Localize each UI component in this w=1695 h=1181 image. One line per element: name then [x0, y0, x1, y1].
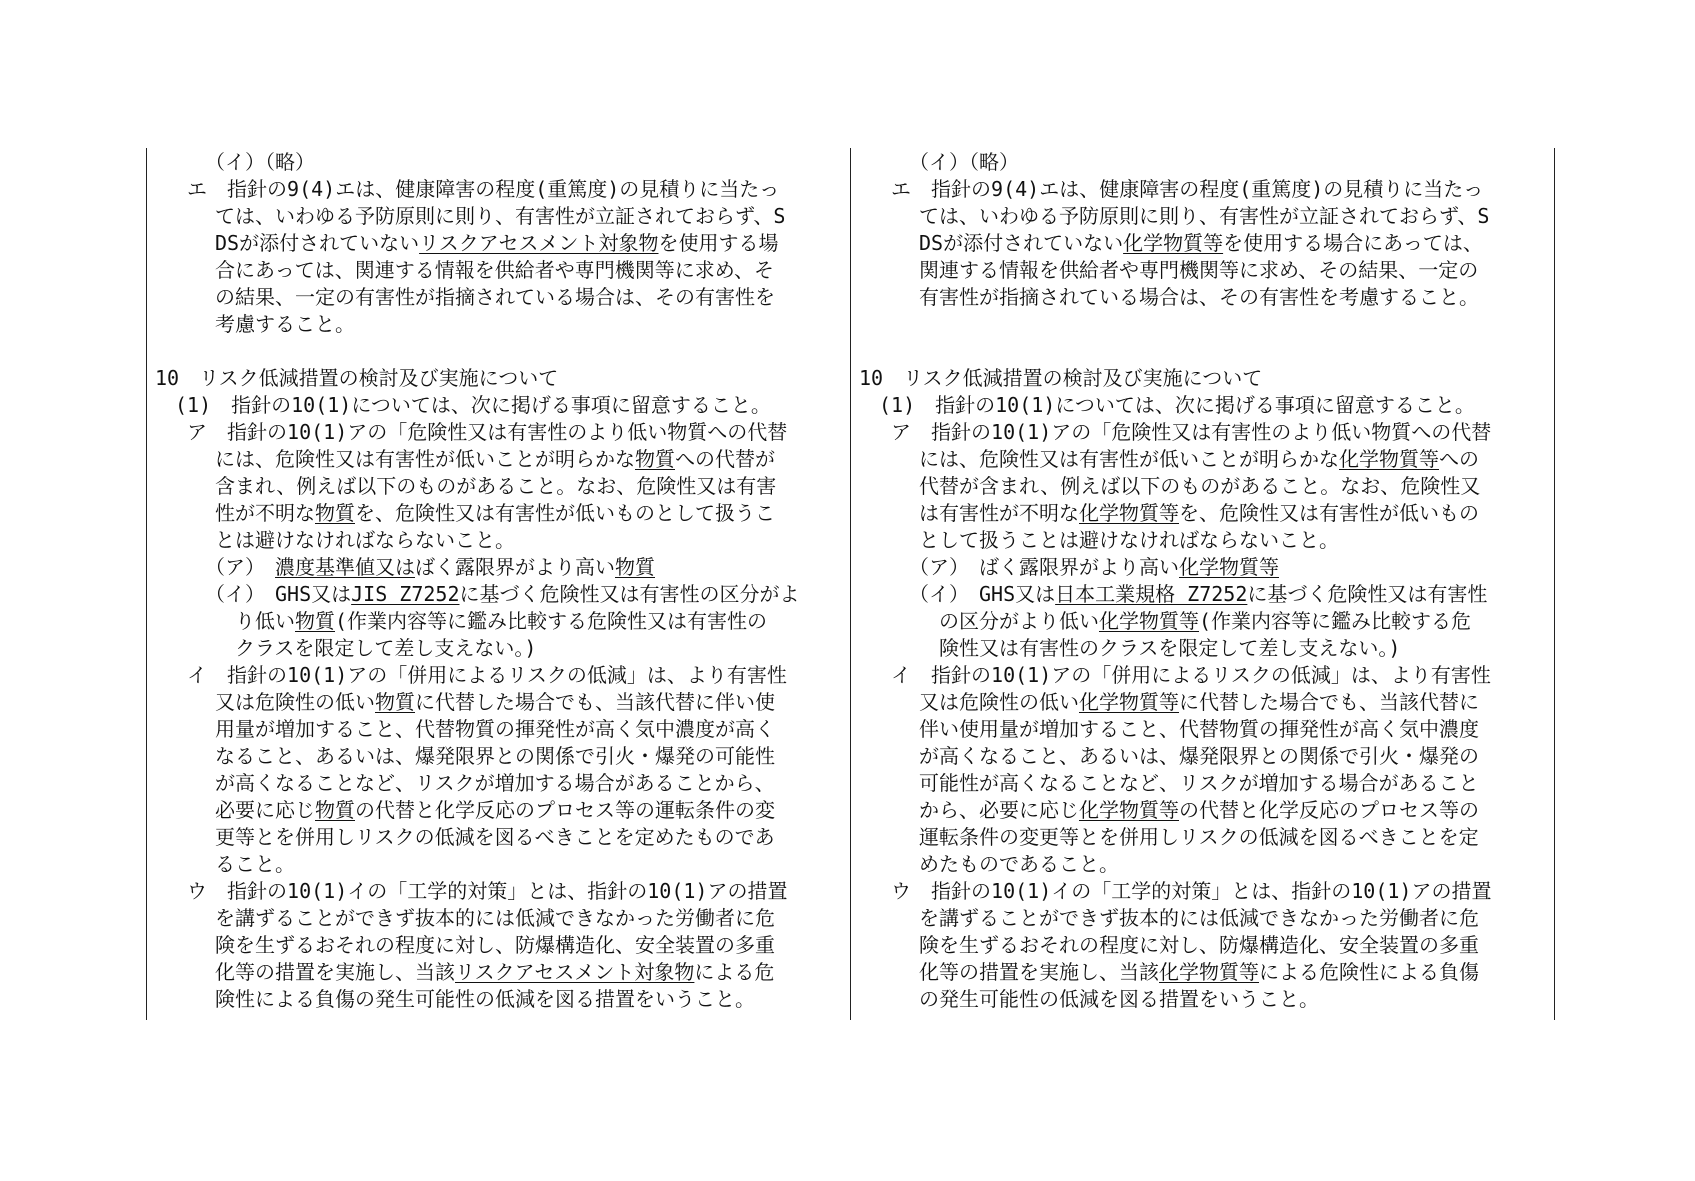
text-segment: 険性による負傷の発生可能性の低減を図る措置をいうこと。 [155, 987, 755, 1011]
text-line [155, 311, 837, 338]
amended-text: 化学物質等 [1159, 960, 1259, 984]
text-segment: 更等とを併用しリスクの低減を図るべきことを定めたものであ [155, 825, 775, 849]
amended-text: JIS Z7252 [351, 582, 460, 606]
text-segment: は有害性が不明な [859, 501, 1079, 525]
text-line [155, 770, 837, 797]
text-segment: による危険性による負傷 [1259, 960, 1479, 984]
text-line [859, 230, 1549, 257]
text-segment: イ 指針の10(1)アの「併用によるリスクの低減」は、より有害性 [155, 663, 787, 687]
text-line [859, 662, 1549, 689]
text-line [155, 554, 837, 581]
text-line [859, 905, 1549, 932]
text-segment: 用量が増加すること、代替物質の揮発性が高く気中濃度が高く [155, 717, 775, 741]
text-line [155, 500, 837, 527]
text-segment: 険を生ずるおそれの程度に対し、防爆構造化、安全装置の多重 [859, 933, 1479, 957]
text-line [155, 203, 837, 230]
text-line [155, 176, 837, 203]
amended-text: 化学物質等 [1079, 690, 1179, 714]
text-line [155, 797, 837, 824]
text-segment: を使用する場 [658, 231, 779, 255]
text-segment: DSが添付されていない [155, 231, 420, 255]
text-segment: エ 指針の9(4)エは、健康障害の程度(重篤度)の見積りに当たっ [859, 177, 1484, 201]
text-segment: DSが添付されていない [859, 231, 1124, 255]
text-line [859, 581, 1549, 608]
text-segment: 10 リスク低減措置の検討及び実施について [155, 366, 559, 390]
text-line [155, 149, 837, 176]
text-line [859, 419, 1549, 446]
text-line [859, 851, 1549, 878]
text-segment: 化等の措置を実施し、当該 [155, 960, 455, 984]
text-segment: (1) 指針の10(1)については、次に掲げる事項に留意すること。 [859, 393, 1475, 417]
text-line [155, 527, 837, 554]
text-line [155, 608, 837, 635]
amended-text: 化学物質等 [1123, 231, 1224, 255]
text-line [859, 608, 1549, 635]
current-text-column [859, 149, 1549, 1013]
text-line [155, 716, 837, 743]
text-line [155, 878, 837, 905]
text-line [859, 527, 1549, 554]
text-line [859, 689, 1549, 716]
column-divider-left [146, 148, 147, 1020]
text-segment: （ア） [155, 555, 275, 579]
text-segment: ばく露限界がより高い [415, 555, 615, 579]
blank-line [859, 338, 1549, 365]
text-line [859, 365, 1549, 392]
text-line [155, 743, 837, 770]
text-line [155, 581, 837, 608]
text-line [155, 419, 837, 446]
text-line [859, 176, 1549, 203]
text-line [155, 851, 837, 878]
text-line [859, 392, 1549, 419]
text-segment: イ 指針の10(1)アの「併用によるリスクの低減」は、より有害性 [859, 663, 1491, 687]
text-segment: (1) 指針の10(1)については、次に掲げる事項に留意すること。 [155, 393, 771, 417]
text-segment: 必要に応じ [155, 798, 315, 822]
text-segment: 可能性が高くなることなど、リスクが増加する場合があること [859, 771, 1479, 795]
text-line [859, 473, 1549, 500]
text-line [859, 959, 1549, 986]
text-segment: 合にあっては、関連する情報を供給者や専門機関等に求め、そ [155, 258, 774, 282]
text-segment: の区分がより低い [859, 609, 1099, 633]
text-line [859, 878, 1549, 905]
text-segment: なること、あるいは、爆発限界との関係で引火・爆発の可能性 [155, 744, 775, 768]
text-segment: の結果、一定の有害性が指摘されている場合は、その有害性を [155, 285, 775, 309]
text-segment: （ア） ばく露限界がより高い [859, 555, 1179, 579]
text-line [859, 149, 1549, 176]
text-line [155, 230, 837, 257]
text-segment: ては、いわゆる予防原則に則り、有害性が立証されておらず、S [155, 204, 786, 228]
text-segment: ウ 指針の10(1)イの「工学的対策」とは、指針の10(1)アの措置 [155, 879, 788, 903]
amended-text: 濃度基準値又は [275, 555, 415, 579]
text-line [859, 284, 1549, 311]
text-segment: 伴い使用量が増加すること、代替物質の揮発性が高く気中濃度 [859, 717, 1479, 741]
text-line [859, 986, 1549, 1013]
blank-line [155, 338, 837, 365]
text-line [859, 257, 1549, 284]
amended-text: 物質 [635, 447, 675, 471]
text-line [859, 770, 1549, 797]
text-segment: を使用する場合にあっては、 [1223, 231, 1483, 255]
text-segment: が高くなることなど、リスクが増加する場合があることから、 [155, 771, 775, 795]
text-line [155, 635, 837, 662]
text-segment: には、危険性又は有害性が低いことが明らかな [155, 447, 635, 471]
text-line [859, 716, 1549, 743]
text-segment: 有害性が指摘されている場合は、その有害性を考慮すること。 [859, 285, 1479, 309]
text-segment: 代替が含まれ、例えば以下のものがあること。なお、危険性又 [859, 474, 1481, 498]
text-segment: 関連する情報を供給者や専門機関等に求め、その結果、一定の [859, 258, 1479, 282]
text-line [155, 365, 837, 392]
text-line [155, 473, 837, 500]
text-segment: （イ）（略） [859, 150, 1019, 174]
text-segment: ア 指針の10(1)アの「危険性又は有害性のより低い物質への代替 [859, 420, 1492, 444]
text-segment: 含まれ、例えば以下のものがあること。なお、危険性又は有害 [155, 474, 777, 498]
text-segment: には、危険性又は有害性が低いことが明らかな [859, 447, 1339, 471]
text-segment: への代替が [675, 447, 775, 471]
amended-text: リスクアセスメント対象物 [419, 231, 659, 255]
text-line [155, 284, 837, 311]
amended-text: 化学物質等 [1179, 555, 1279, 579]
amended-text: 物質 [315, 501, 355, 525]
revised-text-column [155, 149, 837, 1013]
amended-text: 化学物質等 [1339, 447, 1439, 471]
text-segment: の代替と化学反応のプロセス等の [1179, 798, 1479, 822]
amended-text: 化学物質等 [1099, 609, 1199, 633]
text-segment: （イ） GHS又は [859, 582, 1056, 606]
text-segment: に代替した場合でも、当該代替に伴い使 [415, 690, 775, 714]
text-line [155, 392, 837, 419]
text-segment: に基づく危険性又は有害性の区分がよ [459, 582, 800, 606]
text-segment: への [1439, 447, 1479, 471]
text-segment: に基づく危険性又は有害性 [1247, 582, 1488, 606]
text-line [155, 959, 837, 986]
text-segment: が高くなること、あるいは、爆発限界との関係で引火・爆発の [859, 744, 1479, 768]
text-segment: を講ずることができず抜本的には低減できなかった労働者に危 [859, 906, 1479, 930]
blank-line [859, 311, 1549, 338]
text-segment: から、必要に応じ [859, 798, 1079, 822]
text-line [155, 257, 837, 284]
text-segment: による危 [694, 960, 775, 984]
text-segment: の発生可能性の低減を図る措置をいうこと。 [859, 987, 1319, 1011]
text-segment: を講ずることができず抜本的には低減できなかった労働者に危 [155, 906, 775, 930]
amended-text: 日本工業規格 Z7252 [1055, 582, 1248, 606]
text-segment: に代替した場合でも、当該代替に [1179, 690, 1479, 714]
amended-text: 化学物質等 [1079, 798, 1179, 822]
text-segment: として扱うことは避けなければならないこと。 [859, 528, 1339, 552]
text-line [155, 986, 837, 1013]
text-segment: 又は危険性の低い [859, 690, 1079, 714]
text-segment: （イ）（略） [155, 150, 315, 174]
text-segment: 10 リスク低減措置の検討及び実施について [859, 366, 1263, 390]
text-line [155, 824, 837, 851]
text-segment: (作業内容等に鑑み比較する危 [1199, 609, 1472, 633]
text-line [155, 662, 837, 689]
text-line [859, 932, 1549, 959]
text-segment: の代替と化学反応のプロセス等の運転条件の変 [355, 798, 775, 822]
text-segment: ア 指針の10(1)アの「危険性又は有害性のより低い物質への代替 [155, 420, 788, 444]
text-line [155, 932, 837, 959]
amended-text: 物質 [315, 798, 355, 822]
amended-text: 化学物質等 [1079, 501, 1179, 525]
text-line [859, 500, 1549, 527]
text-line [155, 689, 837, 716]
text-line [859, 743, 1549, 770]
amended-text: 物質 [295, 609, 335, 633]
text-segment: めたものであること。 [859, 852, 1119, 876]
text-line [155, 905, 837, 932]
text-line [859, 554, 1549, 581]
amended-text: リスクアセスメント対象物 [455, 960, 695, 984]
text-line [859, 635, 1549, 662]
text-segment: を、危険性又は有害性が低いものとして扱うこ [355, 501, 775, 525]
text-segment: とは避けなければならないこと。 [155, 528, 515, 552]
text-line [859, 446, 1549, 473]
text-segment: エ 指針の9(4)エは、健康障害の程度(重篤度)の見積りに当たっ [155, 177, 780, 201]
column-divider-right [1554, 148, 1555, 1020]
text-segment: ウ 指針の10(1)イの「工学的対策」とは、指針の10(1)アの措置 [859, 879, 1492, 903]
text-segment: 険性又は有害性のクラスを限定して差し支えない。) [859, 636, 1401, 660]
text-segment: 考慮すること。 [155, 312, 355, 336]
text-segment: ること。 [155, 852, 295, 876]
text-line [859, 824, 1549, 851]
text-segment: ては、いわゆる予防原則に則り、有害性が立証されておらず、S [859, 204, 1490, 228]
text-line [155, 446, 837, 473]
text-segment: クラスを限定して差し支えない。) [155, 636, 537, 660]
text-segment: り低い [155, 609, 295, 633]
column-divider-middle [850, 148, 851, 1020]
text-segment: (作業内容等に鑑み比較する危険性又は有害性の [335, 609, 768, 633]
amended-text: 物質 [615, 555, 655, 579]
text-segment: 化等の措置を実施し、当該 [859, 960, 1159, 984]
text-segment: 性が不明な [155, 501, 315, 525]
text-segment: （イ） GHS又は [155, 582, 352, 606]
text-segment: 険を生ずるおそれの程度に対し、防爆構造化、安全装置の多重 [155, 933, 775, 957]
amended-text: 物質 [375, 690, 415, 714]
text-segment: 又は危険性の低い [155, 690, 375, 714]
text-line [859, 797, 1549, 824]
text-line [859, 203, 1549, 230]
text-segment: 運転条件の変更等とを併用しリスクの低減を図るべきことを定 [859, 825, 1479, 849]
text-segment: を、危険性又は有害性が低いもの [1179, 501, 1479, 525]
